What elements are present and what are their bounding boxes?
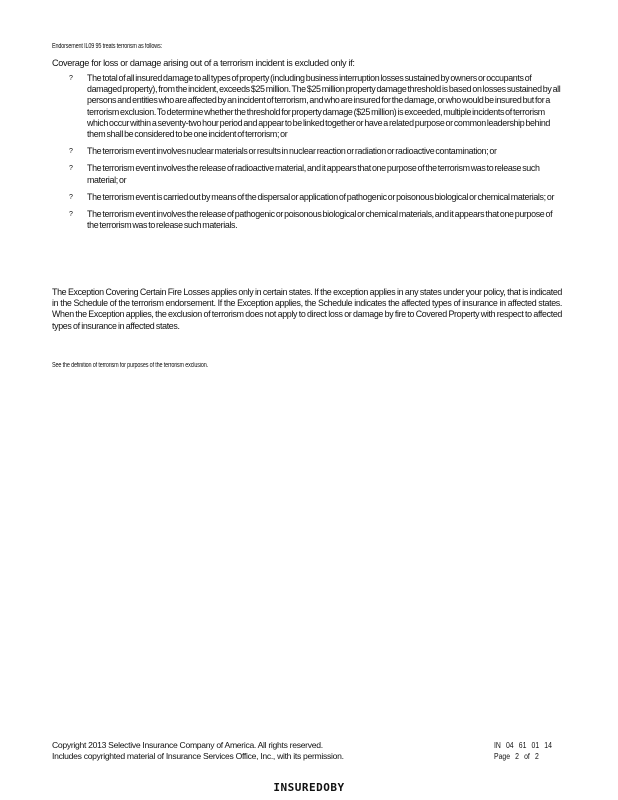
bullet-marker: ?: [69, 75, 73, 82]
iso-permission-line: Includes copyrighted material of Insurance Services Office, Inc., with its permission.: [52, 751, 344, 761]
definition-reference: See the definition of terrorism for purposes of the terrorism exclusion.: [52, 362, 208, 369]
condition-text: The terrorism event involves nuclear materials or results in nuclear reaction or radiation or radioactive contamination; or: [87, 146, 497, 157]
condition-text: The terrorism event is carried out by means of the dispersal or application of pathogenic or poisonous biological or chemical materials; or: [87, 191, 555, 202]
form-number: IN 04 61 01 14: [494, 740, 552, 750]
list-item: [52, 209, 562, 231]
endorsement-heading: Endorsement IL09 95 treats terrorism as follows:: [52, 43, 162, 50]
bullet-marker: ?: [69, 148, 73, 156]
fire-exception-paragraph: The Exception Covering Certain Fire Losses applies only in certain states. If the exception applies in any states under your policy, that is indicated in the Schedule of the terrorism endorsement. If the Exception applies, the Schedule indicates the affected types of insurance in affected states. When the Exception applies, the exclusion of terrorism does not apply to direct loss or damage by fire to Covered Property with respect to affected types of insurance in affected states.: [52, 287, 562, 331]
watermark-stamp: INSUREDOBY: [273, 781, 345, 794]
bullet-marker: ?: [69, 211, 73, 219]
list-item: [52, 146, 562, 157]
list-item: [52, 192, 562, 203]
list-item: [52, 73, 562, 140]
page-number: Page 2 of 2: [494, 751, 539, 761]
coverage-intro: Coverage for loss or damage arising out of a terrorism incident is excluded only if:: [52, 58, 355, 68]
condition-text: The terrorism event involves the release of pathogenic or poisonous biological or chemical materials, and it appears that one purpose of the terrorism was to release such materials.: [87, 209, 553, 231]
condition-text: The terrorism event involves the release of radioactive material, and it appears that one purpose of the terrorism was to release such material; or: [87, 163, 540, 185]
condition-text: The total of all insured damage to all types of property (including business interruption losses sustained by owners or occupants of damaged property), from the incident, exceeds $25 million. The $25 million property damage threshold is based on losses sustained by all persons and entities who are affected by an incident of terrorism, and who are insured for the damage, or who would be insured but for a terrorism exclusion. To determine whether the threshold for property damage ($25 million) is exceeded, multiple incidents of terrorism which occur within a seventy-two hour period and appear to be linked together or have a related purpose or common leadership behind them shall be considered to be one incident of terrorism; or: [87, 73, 561, 140]
footer-copyright-block: [52, 740, 344, 762]
exclusion-conditions-list: [52, 73, 562, 237]
bullet-marker: ?: [69, 165, 73, 173]
list-item: [52, 163, 562, 185]
copyright-line: Copyright 2013 Selective Insurance Company of America. All rights reserved.: [52, 740, 323, 750]
footer-form-block: [494, 740, 552, 762]
bullet-marker: ?: [69, 193, 73, 201]
